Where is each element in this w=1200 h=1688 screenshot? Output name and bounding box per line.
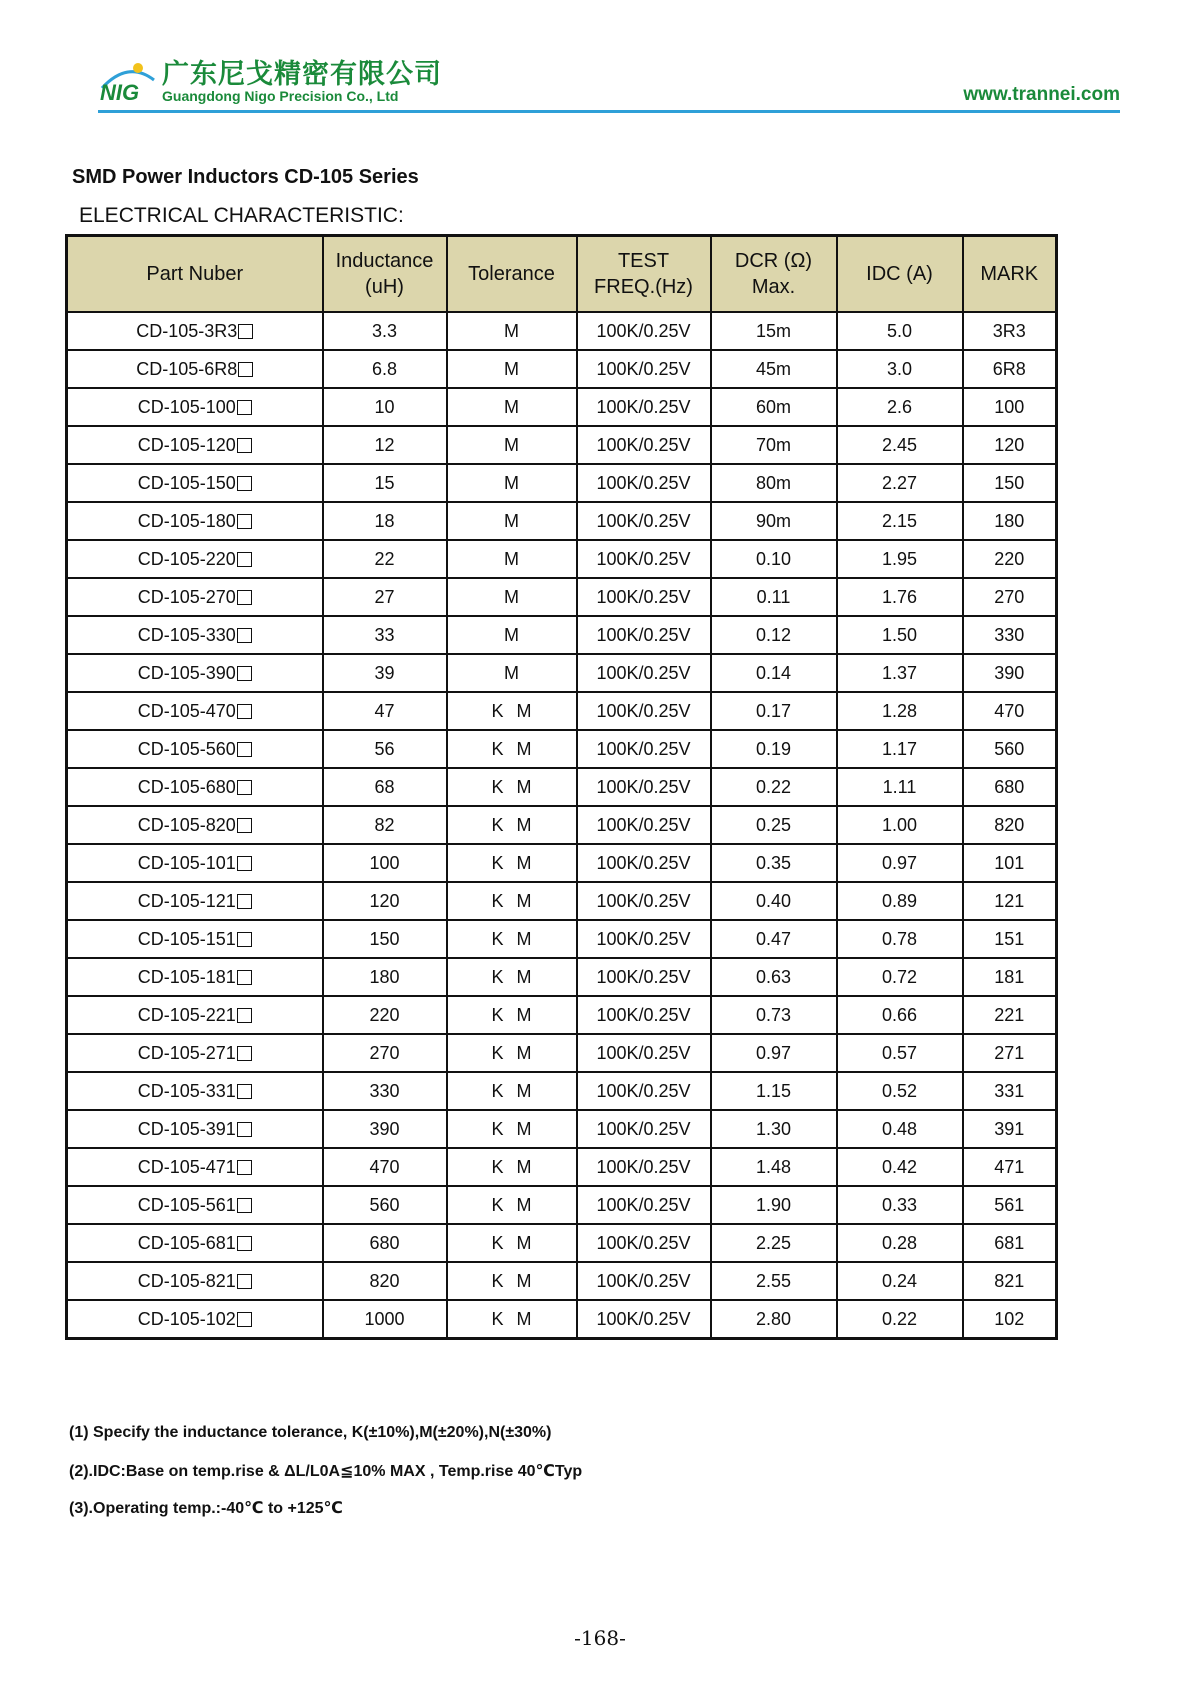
note-operating-temp: (3).Operating temp.:-40℃ to +125℃ [69, 1500, 343, 1517]
part-number-cell: CD-105-220 [67, 540, 323, 578]
tolerance-code-box-icon [237, 552, 252, 567]
dcr-cell: 0.25 [711, 806, 837, 844]
tolerance-cell: K M [447, 1072, 577, 1110]
inductance-cell: 27 [323, 578, 447, 616]
tolerance-code-box-icon [237, 1198, 252, 1213]
idc-cell: 0.24 [837, 1262, 963, 1300]
table-row [67, 502, 1057, 540]
tolerance-code-box-icon [237, 514, 252, 529]
company-name-english: Guangdong Nigo Precision Co., Ltd [162, 88, 399, 104]
table-row [67, 540, 1057, 578]
inductance-cell: 120 [323, 882, 447, 920]
idc-cell: 0.52 [837, 1072, 963, 1110]
tolerance-cell: K M [447, 882, 577, 920]
mark-cell: 331 [963, 1072, 1057, 1110]
tolerance-cell: K M [447, 1148, 577, 1186]
test-frequency-cell: 100K/0.25V [577, 806, 711, 844]
inductance-cell: 220 [323, 996, 447, 1034]
dcr-cell: 1.30 [711, 1110, 837, 1148]
tolerance-code-box-icon [237, 704, 252, 719]
table-row [67, 692, 1057, 730]
idc-cell: 0.22 [837, 1300, 963, 1339]
dcr-cell: 2.55 [711, 1262, 837, 1300]
table-row [67, 1300, 1057, 1339]
part-number-cell: CD-105-471 [67, 1148, 323, 1186]
test-frequency-cell: 100K/0.25V [577, 1072, 711, 1110]
table-row [67, 768, 1057, 806]
part-number-cell: CD-105-560 [67, 730, 323, 768]
dcr-cell: 0.22 [711, 768, 837, 806]
inductance-cell: 10 [323, 388, 447, 426]
dcr-cell: 2.25 [711, 1224, 837, 1262]
table-row [67, 1034, 1057, 1072]
idc-cell: 0.66 [837, 996, 963, 1034]
test-frequency-cell: 100K/0.25V [577, 654, 711, 692]
dcr-cell: 0.10 [711, 540, 837, 578]
tolerance-cell: K M [447, 1034, 577, 1072]
tolerance-code-box-icon [237, 400, 252, 415]
tolerance-code-box-icon [237, 1084, 252, 1099]
test-frequency-cell: 100K/0.25V [577, 502, 711, 540]
part-number-cell: CD-105-120 [67, 426, 323, 464]
mark-cell: 100 [963, 388, 1057, 426]
mark-cell: 221 [963, 996, 1057, 1034]
idc-cell: 1.17 [837, 730, 963, 768]
table-row [67, 844, 1057, 882]
tolerance-cell: M [447, 654, 577, 692]
part-number-cell: CD-105-390 [67, 654, 323, 692]
idc-cell: 0.33 [837, 1186, 963, 1224]
table-row [67, 730, 1057, 768]
mark-cell: 271 [963, 1034, 1057, 1072]
header-part-number: Part Nuber [67, 236, 323, 313]
test-frequency-cell: 100K/0.25V [577, 1186, 711, 1224]
dcr-cell: 0.12 [711, 616, 837, 654]
inductance-cell: 100 [323, 844, 447, 882]
mark-cell: 470 [963, 692, 1057, 730]
logo-text: NIG [100, 80, 140, 104]
tolerance-cell: M [447, 312, 577, 350]
company-name-chinese: 广东尼戈精密有限公司 [162, 59, 442, 90]
tolerance-cell: K M [447, 996, 577, 1034]
test-frequency-cell: 100K/0.25V [577, 578, 711, 616]
dcr-cell: 80m [711, 464, 837, 502]
test-frequency-cell: 100K/0.25V [577, 1034, 711, 1072]
mark-cell: 220 [963, 540, 1057, 578]
mark-cell: 101 [963, 844, 1057, 882]
tolerance-code-box-icon [237, 1274, 252, 1289]
test-frequency-cell: 100K/0.25V [577, 1148, 711, 1186]
part-number-cell: CD-105-561 [67, 1186, 323, 1224]
tolerance-cell: M [447, 578, 577, 616]
tolerance-code-box-icon [237, 1122, 252, 1137]
test-frequency-cell: 100K/0.25V [577, 464, 711, 502]
table-row [67, 654, 1057, 692]
tolerance-code-box-icon [238, 362, 253, 377]
table-row [67, 350, 1057, 388]
idc-cell: 0.28 [837, 1224, 963, 1262]
inductance-cell: 39 [323, 654, 447, 692]
tolerance-cell: K M [447, 1300, 577, 1339]
tolerance-code-box-icon [237, 666, 252, 681]
tolerance-cell: K M [447, 806, 577, 844]
mark-cell: 681 [963, 1224, 1057, 1262]
part-number-cell: CD-105-6R8 [67, 350, 323, 388]
idc-cell: 1.50 [837, 616, 963, 654]
table-row [67, 464, 1057, 502]
inductance-cell: 3.3 [323, 312, 447, 350]
dcr-cell: 90m [711, 502, 837, 540]
dcr-cell: 0.11 [711, 578, 837, 616]
tolerance-code-box-icon [237, 932, 252, 947]
dcr-cell: 60m [711, 388, 837, 426]
header-mark: MARK [963, 236, 1057, 313]
part-number-cell: CD-105-101 [67, 844, 323, 882]
part-number-cell: CD-105-151 [67, 920, 323, 958]
mark-cell: 6R8 [963, 350, 1057, 388]
idc-cell: 1.00 [837, 806, 963, 844]
idc-cell: 1.95 [837, 540, 963, 578]
inductance-cell: 270 [323, 1034, 447, 1072]
table-row [67, 578, 1057, 616]
tolerance-code-box-icon [237, 1008, 252, 1023]
tolerance-cell: K M [447, 920, 577, 958]
table-row [67, 920, 1057, 958]
part-number-cell: CD-105-100 [67, 388, 323, 426]
tolerance-cell: K M [447, 692, 577, 730]
tolerance-code-box-icon [237, 780, 252, 795]
part-number-cell: CD-105-330 [67, 616, 323, 654]
inductance-cell: 560 [323, 1186, 447, 1224]
tolerance-cell: M [447, 464, 577, 502]
table-body [67, 312, 1057, 1339]
inductance-cell: 1000 [323, 1300, 447, 1339]
idc-cell: 1.11 [837, 768, 963, 806]
table-row [67, 1186, 1057, 1224]
tolerance-code-box-icon [237, 438, 252, 453]
dcr-cell: 0.35 [711, 844, 837, 882]
inductance-cell: 680 [323, 1224, 447, 1262]
idc-cell: 0.78 [837, 920, 963, 958]
inductance-cell: 12 [323, 426, 447, 464]
inductance-cell: 470 [323, 1148, 447, 1186]
part-number-cell: CD-105-180 [67, 502, 323, 540]
tolerance-code-box-icon [238, 324, 253, 339]
table-row [67, 996, 1057, 1034]
mark-cell: 120 [963, 426, 1057, 464]
part-number-cell: CD-105-121 [67, 882, 323, 920]
inductance-cell: 6.8 [323, 350, 447, 388]
test-frequency-cell: 100K/0.25V [577, 958, 711, 996]
table-row [67, 1072, 1057, 1110]
tolerance-code-box-icon [237, 1312, 252, 1327]
idc-cell: 0.57 [837, 1034, 963, 1072]
test-frequency-cell: 100K/0.25V [577, 996, 711, 1034]
test-frequency-cell: 100K/0.25V [577, 1262, 711, 1300]
part-number-cell: CD-105-271 [67, 1034, 323, 1072]
header-dcr: DCR (Ω) Max. [711, 236, 837, 313]
tolerance-code-box-icon [237, 742, 252, 757]
dcr-cell: 15m [711, 312, 837, 350]
table-row [67, 1148, 1057, 1186]
tolerance-cell: M [447, 540, 577, 578]
mark-cell: 471 [963, 1148, 1057, 1186]
idc-cell: 5.0 [837, 312, 963, 350]
dcr-cell: 0.97 [711, 1034, 837, 1072]
part-number-cell: CD-105-681 [67, 1224, 323, 1262]
idc-cell: 0.97 [837, 844, 963, 882]
dcr-cell: 1.48 [711, 1148, 837, 1186]
tolerance-cell: K M [447, 1262, 577, 1300]
tolerance-cell: M [447, 426, 577, 464]
inductance-cell: 56 [323, 730, 447, 768]
test-frequency-cell: 100K/0.25V [577, 692, 711, 730]
test-frequency-cell: 100K/0.25V [577, 312, 711, 350]
tolerance-cell: K M [447, 768, 577, 806]
inductance-cell: 330 [323, 1072, 447, 1110]
dcr-cell: 0.40 [711, 882, 837, 920]
tolerance-code-box-icon [237, 1236, 252, 1251]
mark-cell: 390 [963, 654, 1057, 692]
idc-cell: 0.72 [837, 958, 963, 996]
test-frequency-cell: 100K/0.25V [577, 350, 711, 388]
page-header [98, 48, 1120, 114]
header-inductance: Inductance (uH) [323, 236, 447, 313]
tolerance-cell: K M [447, 1224, 577, 1262]
inductance-cell: 47 [323, 692, 447, 730]
mark-cell: 821 [963, 1262, 1057, 1300]
tolerance-cell: K M [447, 730, 577, 768]
table-row [67, 426, 1057, 464]
tolerance-cell: M [447, 616, 577, 654]
mark-cell: 820 [963, 806, 1057, 844]
inductance-cell: 180 [323, 958, 447, 996]
header-divider [98, 110, 1120, 113]
part-number-cell: CD-105-150 [67, 464, 323, 502]
test-frequency-cell: 100K/0.25V [577, 920, 711, 958]
mark-cell: 270 [963, 578, 1057, 616]
idc-cell: 2.15 [837, 502, 963, 540]
part-number-cell: CD-105-102 [67, 1300, 323, 1339]
dcr-cell: 0.47 [711, 920, 837, 958]
mark-cell: 121 [963, 882, 1057, 920]
table-row [67, 616, 1057, 654]
header-test-frequency: TEST FREQ.(Hz) [577, 236, 711, 313]
tolerance-cell: K M [447, 1110, 577, 1148]
inductance-cell: 22 [323, 540, 447, 578]
test-frequency-cell: 100K/0.25V [577, 1110, 711, 1148]
dcr-cell: 1.90 [711, 1186, 837, 1224]
tolerance-code-box-icon [237, 628, 252, 643]
part-number-cell: CD-105-221 [67, 996, 323, 1034]
inductance-cell: 15 [323, 464, 447, 502]
tolerance-code-box-icon [237, 1160, 252, 1175]
inductance-cell: 82 [323, 806, 447, 844]
idc-cell: 1.28 [837, 692, 963, 730]
dcr-cell: 70m [711, 426, 837, 464]
tolerance-code-box-icon [237, 856, 252, 871]
part-number-cell: CD-105-270 [67, 578, 323, 616]
electrical-characteristics-table [65, 234, 1058, 1340]
header-idc: IDC (A) [837, 236, 963, 313]
test-frequency-cell: 100K/0.25V [577, 882, 711, 920]
test-frequency-cell: 100K/0.25V [577, 730, 711, 768]
mark-cell: 150 [963, 464, 1057, 502]
mark-cell: 560 [963, 730, 1057, 768]
dcr-cell: 0.17 [711, 692, 837, 730]
inductance-cell: 820 [323, 1262, 447, 1300]
idc-cell: 2.27 [837, 464, 963, 502]
mark-cell: 391 [963, 1110, 1057, 1148]
part-number-cell: CD-105-181 [67, 958, 323, 996]
part-number-cell: CD-105-680 [67, 768, 323, 806]
tolerance-code-box-icon [237, 590, 252, 605]
inductance-cell: 150 [323, 920, 447, 958]
table-row [67, 312, 1057, 350]
idc-cell: 0.89 [837, 882, 963, 920]
tolerance-cell: K M [447, 844, 577, 882]
dcr-cell: 45m [711, 350, 837, 388]
mark-cell: 3R3 [963, 312, 1057, 350]
part-number-cell: CD-105-391 [67, 1110, 323, 1148]
idc-cell: 1.76 [837, 578, 963, 616]
series-title: SMD Power Inductors CD-105 Series [72, 166, 419, 188]
table-row [67, 882, 1057, 920]
tolerance-code-box-icon [237, 476, 252, 491]
dcr-cell: 0.14 [711, 654, 837, 692]
table-row [67, 958, 1057, 996]
idc-cell: 0.48 [837, 1110, 963, 1148]
idc-cell: 0.42 [837, 1148, 963, 1186]
tolerance-cell: K M [447, 958, 577, 996]
note-idc: (2).IDC:Base on temp.rise & ΔL/L0A≦10% MAX , Temp.rise 40℃Typ [69, 1463, 583, 1480]
mark-cell: 561 [963, 1186, 1057, 1224]
mark-cell: 102 [963, 1300, 1057, 1339]
test-frequency-cell: 100K/0.25V [577, 844, 711, 882]
mark-cell: 180 [963, 502, 1057, 540]
table-row [67, 1110, 1057, 1148]
inductance-cell: 390 [323, 1110, 447, 1148]
dcr-cell: 1.15 [711, 1072, 837, 1110]
tolerance-cell: M [447, 350, 577, 388]
inductance-cell: 18 [323, 502, 447, 540]
part-number-cell: CD-105-331 [67, 1072, 323, 1110]
idc-cell: 2.45 [837, 426, 963, 464]
test-frequency-cell: 100K/0.25V [577, 1300, 711, 1339]
tolerance-code-box-icon [237, 818, 252, 833]
note-tolerance: (1) Specify the inductance tolerance, K(±10%),M(±20%),N(±30%) [69, 1424, 552, 1441]
part-number-cell: CD-105-821 [67, 1262, 323, 1300]
mark-cell: 151 [963, 920, 1057, 958]
idc-cell: 1.37 [837, 654, 963, 692]
test-frequency-cell: 100K/0.25V [577, 540, 711, 578]
tolerance-code-box-icon [237, 1046, 252, 1061]
header-tolerance: Tolerance [447, 236, 577, 313]
test-frequency-cell: 100K/0.25V [577, 1224, 711, 1262]
tolerance-cell: K M [447, 1186, 577, 1224]
part-number-cell: CD-105-470 [67, 692, 323, 730]
part-number-cell: CD-105-3R3 [67, 312, 323, 350]
dcr-cell: 2.80 [711, 1300, 837, 1339]
idc-cell: 2.6 [837, 388, 963, 426]
dcr-cell: 0.63 [711, 958, 837, 996]
test-frequency-cell: 100K/0.25V [577, 388, 711, 426]
website-link[interactable]: www.trannei.com [963, 84, 1120, 105]
test-frequency-cell: 100K/0.25V [577, 768, 711, 806]
test-frequency-cell: 100K/0.25V [577, 426, 711, 464]
inductance-cell: 33 [323, 616, 447, 654]
table-row [67, 806, 1057, 844]
nig-logo-icon [98, 58, 158, 104]
test-frequency-cell: 100K/0.25V [577, 616, 711, 654]
section-title: ELECTRICAL CHARACTERISTIC: [79, 204, 404, 227]
idc-cell: 3.0 [837, 350, 963, 388]
inductance-cell: 68 [323, 768, 447, 806]
tolerance-code-box-icon [237, 894, 252, 909]
dcr-cell: 0.19 [711, 730, 837, 768]
notes [69, 1424, 582, 1535]
mark-cell: 330 [963, 616, 1057, 654]
part-number-cell: CD-105-820 [67, 806, 323, 844]
mark-cell: 680 [963, 768, 1057, 806]
table-row [67, 388, 1057, 426]
table-row [67, 1224, 1057, 1262]
tolerance-cell: M [447, 388, 577, 426]
table-row [67, 1262, 1057, 1300]
tolerance-code-box-icon [237, 970, 252, 985]
dcr-cell: 0.73 [711, 996, 837, 1034]
mark-cell: 181 [963, 958, 1057, 996]
table-header-row [67, 236, 1057, 313]
page-number: -168- [574, 1626, 626, 1650]
tolerance-cell: M [447, 502, 577, 540]
